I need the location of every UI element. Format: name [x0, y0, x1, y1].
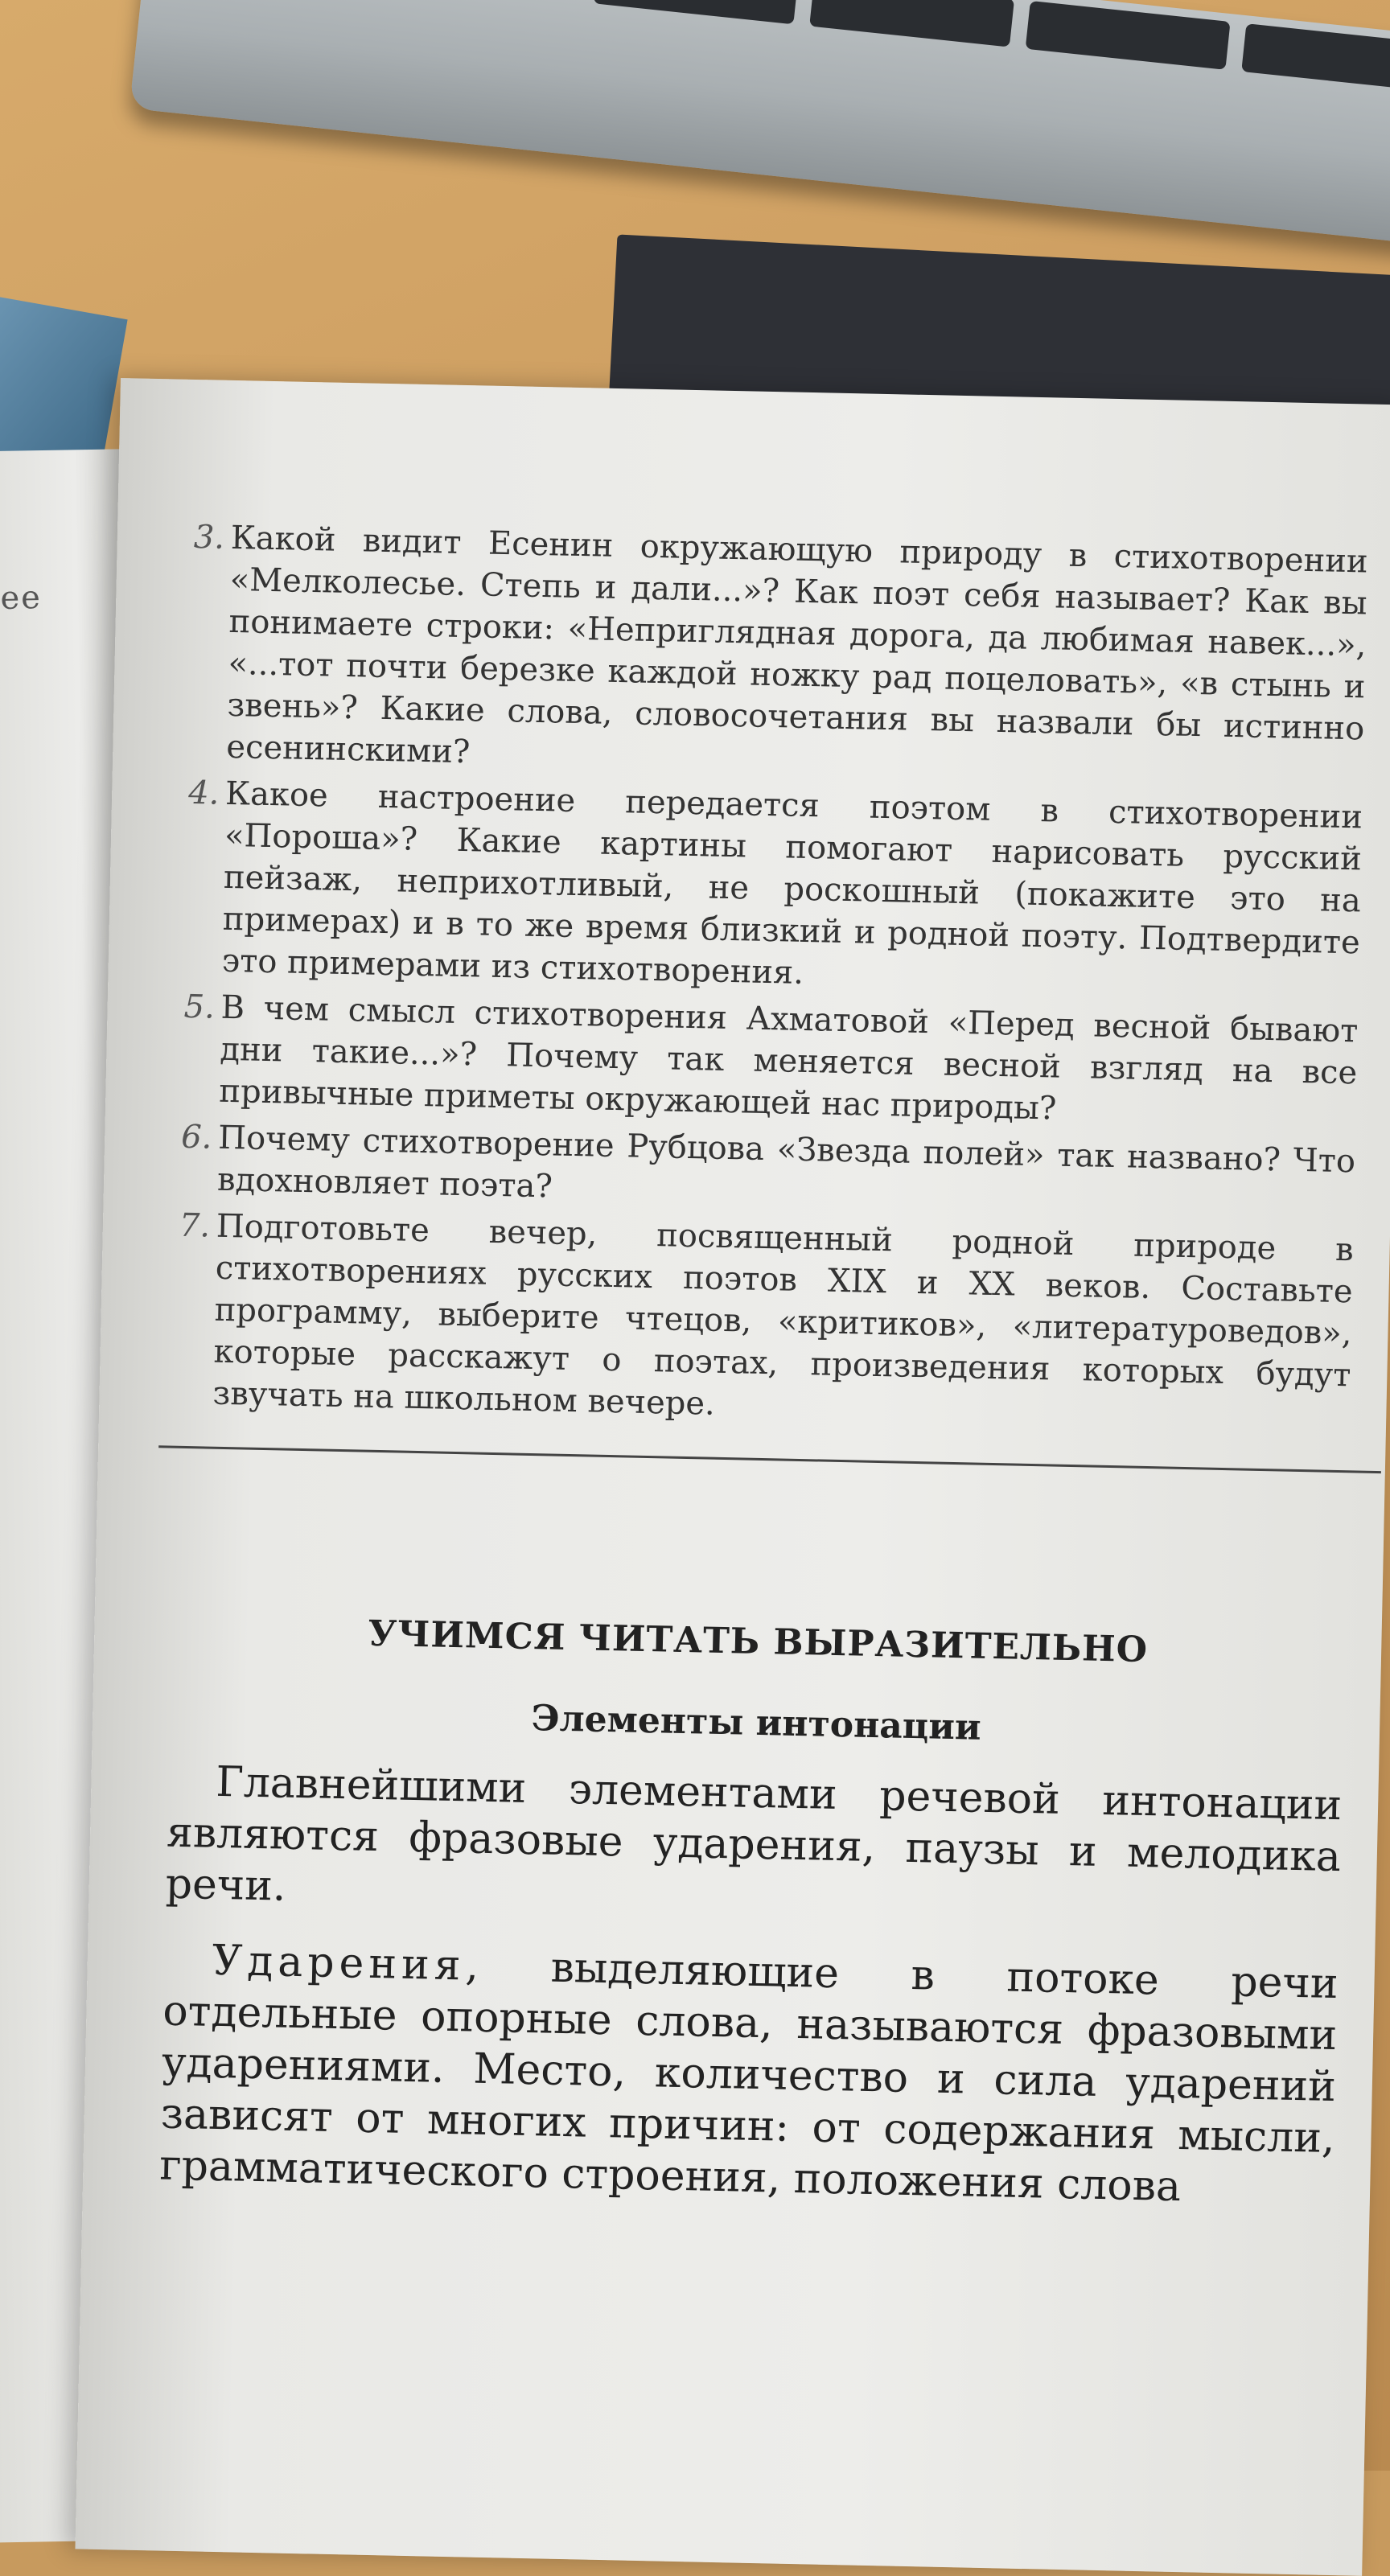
- question-7: [175, 1205, 1354, 1439]
- section-divider: [158, 1445, 1381, 1473]
- paragraph-1: Главнейшими элементами речевой интонации являются фразовые ударения, паузы и мелодика речи.: [165, 1757, 1343, 1911]
- question-text: Подготовьте вечер, посвященный родной природе в стихотворениях русских поэтов XIX и XX веков. Составьте программу, выберите чтецов, «критиков», «литературоведов», которые расскажут о поэтах, произведения которых будут звучать на школьном вечере.: [212, 1207, 1355, 1423]
- keyboard-key: [1026, 1, 1231, 70]
- book-page: [75, 378, 1390, 2576]
- spaced-term: Ударения: [212, 1936, 467, 1991]
- question-number: 3.: [193, 518, 225, 557]
- question-5: [182, 986, 1359, 1136]
- keyboard-key: [594, 0, 799, 24]
- page-content: [159, 516, 1368, 2216]
- question-text: В чем смысл стихотворения Ахматовой «Перед весной бывают дни такие...»? Почему так меняется весной взгляд на все привычные приметы окружающей нас природы?: [218, 988, 1359, 1128]
- keyboard-key: [809, 0, 1014, 47]
- question-number: 4.: [187, 774, 220, 812]
- question-text: Какой видит Есенин окружающую природу в стихотворении «Мелколесье. Степь и дали...»? Как поэт себя называет? Как вы понимаете строки: «Неприглядная дорога, да любимая навек...», «...тот почти березке каждой ножку рад поцеловать», «в стынь и звень»? Какие слова, словосочетания вы назвали бы истинно есенинскими?: [225, 519, 1369, 771]
- question-number: 5.: [183, 988, 216, 1026]
- question-text: Почему стихотворение Рубцова «Звезда полей» так названо? Что вдохновляет поэта?: [216, 1119, 1356, 1206]
- paragraph-2-text: , выделяющие в потоке речи отдельные опорные слова, называются фразовыми ударениями. Место, количество и сила ударений зависят от многих причин: от содержания мысли, грамматического строения, положения слова: [158, 1941, 1339, 2212]
- section-title: УЧИМСЯ ЧИТАТЬ ВЫРАЗИТЕЛЬНО: [367, 1613, 1149, 1671]
- question-4: [184, 772, 1363, 1006]
- question-number: 6.: [180, 1118, 212, 1157]
- question-number: 7.: [179, 1206, 211, 1245]
- paragraph-2: [159, 1934, 1339, 2217]
- section-subtitle: Элементы интонации: [531, 1698, 982, 1748]
- keyboard-key: [1241, 23, 1390, 92]
- left-page-stub: ее: [0, 579, 43, 617]
- question-3: [189, 516, 1368, 792]
- question-text: Какое настроение передается поэтом в стихотворении «Пороша»? Какие картины помогают нарисовать русский пейзаж, неприхотливый, не роскошный (покажите это на примерах) и в то же время близкий и родной поэту. Подтвердите это примерами из стихотворения.: [221, 774, 1363, 992]
